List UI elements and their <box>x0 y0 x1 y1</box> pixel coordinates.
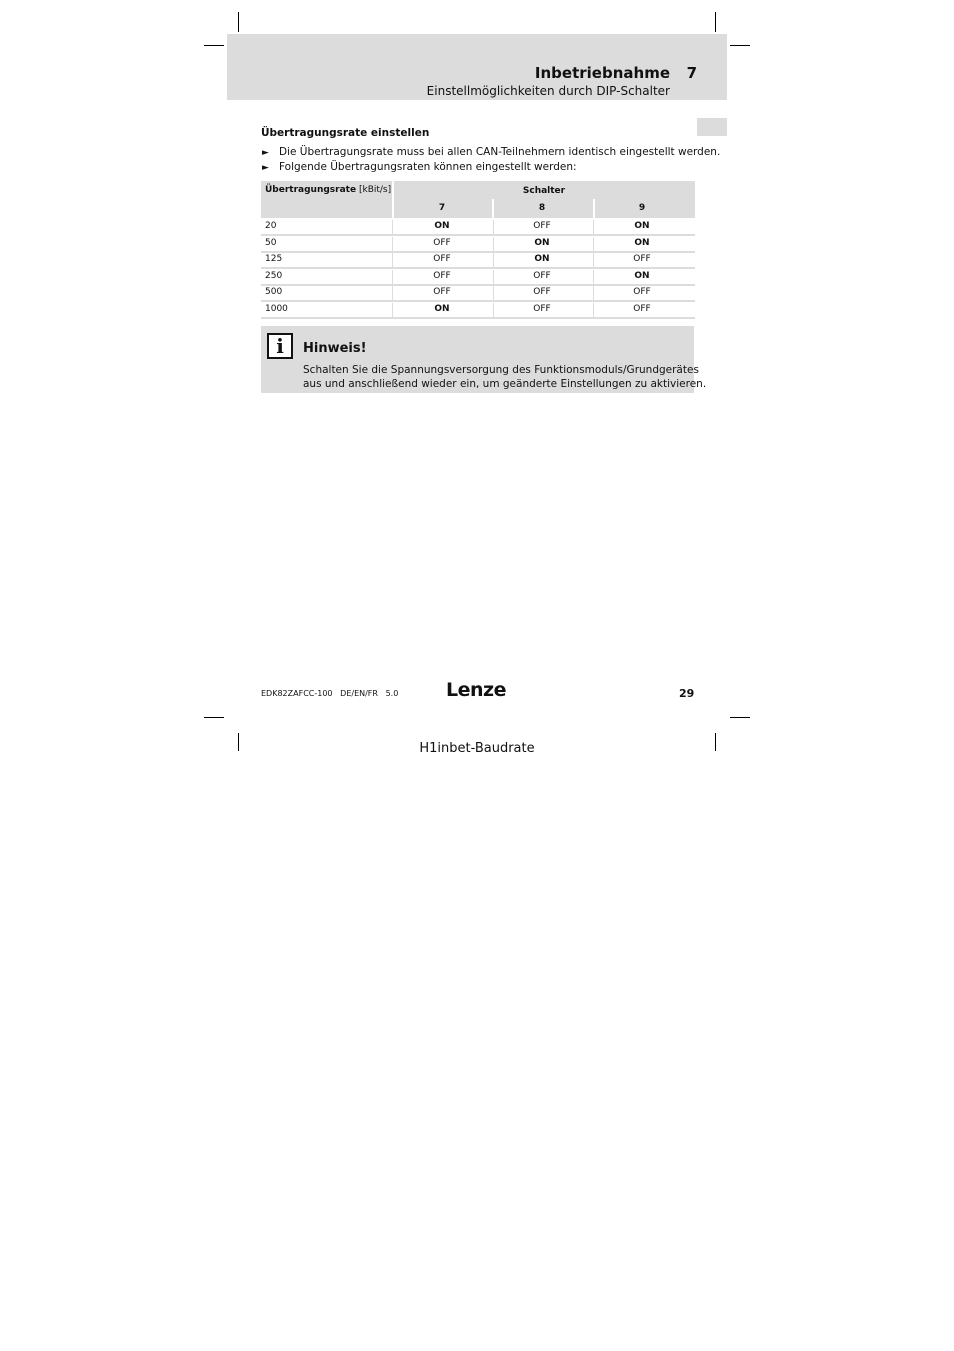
switch-cell: ON <box>634 237 650 248</box>
rate-cell: 500 <box>265 287 283 297</box>
crop-mark <box>238 12 239 32</box>
switch-cell: ON <box>434 221 450 231</box>
header-label: Übertragungsrate [kBit/s] <box>265 185 392 195</box>
table-header <box>261 181 695 218</box>
switch-cell: ON <box>534 254 550 264</box>
switch-cell: OFF <box>533 270 551 281</box>
switch-cell: OFF <box>433 254 451 264</box>
crop-mark <box>730 45 750 46</box>
note-box <box>261 326 707 393</box>
table-row <box>261 236 695 252</box>
note-text: Schalten Sie die Spannungsversorgung des Funktionsmoduls/Grundgerätes aus und anschließend wieder ein, um geänderte Einstellungen zu aktivieren. <box>303 364 707 390</box>
crop-mark <box>204 45 224 46</box>
switch-cell: OFF <box>633 303 651 314</box>
crop-mark <box>715 12 716 32</box>
switch-cell: OFF <box>533 287 551 297</box>
header-col-9: 9 <box>638 203 646 213</box>
lenze-logo: Lenze <box>446 679 506 701</box>
table-row <box>261 285 695 301</box>
table-row <box>261 252 695 268</box>
side-tab <box>697 118 727 136</box>
note-title: Hinweis! <box>303 341 367 356</box>
page-number: 29 <box>679 687 695 700</box>
section-title: Übertragungsrate einstellen <box>261 127 430 139</box>
chapter-number: 7 <box>686 64 697 82</box>
switch-cell: ON <box>434 303 450 314</box>
bullet-item: ► Die Übertragungsrate muss bei allen CAN-Teilnehmern identisch eingestellt werden. <box>262 146 721 158</box>
chapter-title: Inbetriebnahme <box>534 64 670 82</box>
switch-cell: OFF <box>433 270 451 281</box>
switch-cell: OFF <box>533 221 551 231</box>
info-icon: i <box>267 333 293 359</box>
switch-cell: ON <box>634 221 650 231</box>
chapter-subtitle: Einstellmöglichkeiten durch DIP-Schalter <box>426 84 670 98</box>
crop-mark <box>730 717 750 718</box>
rate-cell: 20 <box>265 221 277 231</box>
switch-cell: OFF <box>633 287 651 297</box>
rate-cell: 50 <box>265 237 277 248</box>
switch-cell: OFF <box>433 287 451 297</box>
image-caption: H1inbet-Baudrate <box>419 741 535 756</box>
rate-cell: 250 <box>265 270 283 281</box>
rate-cell: 125 <box>265 254 283 264</box>
header-col-8: 8 <box>538 203 546 213</box>
switch-cell: OFF <box>633 254 651 264</box>
triangle-bullet-icon: ► <box>262 163 269 173</box>
table-row <box>261 269 695 285</box>
table-row <box>261 219 695 235</box>
switch-cell: ON <box>634 270 650 281</box>
triangle-bullet-icon: ► <box>262 148 269 158</box>
switch-cell: OFF <box>433 237 451 248</box>
crop-mark <box>204 717 224 718</box>
header-col-7: 7 <box>438 203 446 213</box>
chapter-header <box>227 34 727 100</box>
switch-cell: ON <box>534 237 550 248</box>
bullet-item: ► Folgende Übertragungsraten können eingestellt werden: <box>262 161 577 173</box>
rate-cell: 1000 <box>265 303 288 314</box>
switch-cell: OFF <box>533 303 551 314</box>
table-row <box>261 302 695 318</box>
header-schalter: Schalter <box>522 186 566 196</box>
document-id: EDK82ZAFCC-100 DE/EN/FR 5.0 <box>261 689 399 698</box>
